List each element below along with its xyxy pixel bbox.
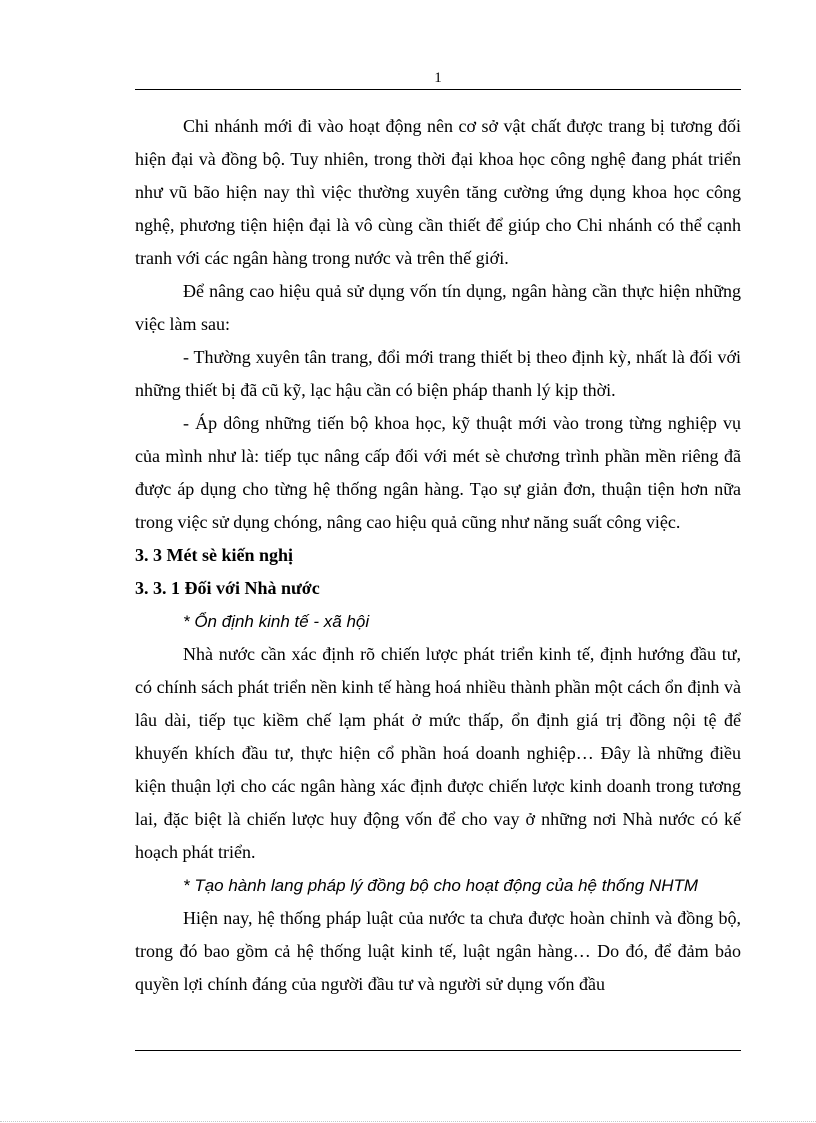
item-text-legal: Hiện nay, hệ thống pháp luật của nước ta chưa được hoàn chỉnh và đồng bộ, trong đó bao gồm cả hệ thống luật kinh tế, luật ngân hàng… Do đó, để đảm bảo quyền lợi chính đáng của người đầu tư và người sử dụng vốn đầu [135,908,741,994]
footer-rule [135,1050,741,1051]
paragraph-intro-measures: Để nâng cao hiệu quả sử dụng vốn tín dụng, ngân hàng cần thực hiện những việc làm sau: [135,281,741,334]
item-title-stability: * Ổn định kinh tế - xã hội [183,612,370,631]
document-body [135,110,741,1001]
paragraph-facilities: Chi nhánh mới đi vào hoạt động nên cơ sở vật chất được trang bị tương đối hiện đại và đồng bộ. Tuy nhiên, trong thời đại khoa học công nghệ đang phát triển như vũ bão hiện nay thì việc thường xuyên tăng cường ứng dụng khoa học công nghệ, phương tiện hiện đại là vô cùng cần thiết để giúp cho Chi nhánh có thể cạnh tranh với các ngân hàng trong nước và trên thế giới. [135,116,741,268]
section-heading: 3. 3 Mét sè kiến nghị [135,545,294,565]
paragraph-measure-technology: - Áp dông những tiến bộ khoa học, kỹ thuật mới vào trong từng nghiệp vụ của mình như là: tiếp tục nâng cấp đối với mét sè chương trình phần mền riêng đã được áp dụng cho từng hệ thống ngân hàng. Tạo sự giản đơn, thuận tiện hơn nữa trong việc sử dụng chóng, nâng cao hiệu quả cũng như năng suất công việc. [135,413,741,532]
subsection-heading: 3. 3. 1 Đối với Nhà nước [135,578,320,598]
page-number: 1 [434,70,442,86]
header-rule [135,89,741,90]
page-boundary [0,1121,816,1122]
item-text-stability: Nhà nước cần xác định rõ chiến lược phát triển kinh tế, định hướng đầu tư, có chính sách phát triển nền kinh tế hàng hoá nhiều thành phần một cách ổn định và lâu dài, tiếp tục kiềm chế lạm phát ở mức thấp, ổn định giá trị đồng nội tệ để khuyến khích đầu tư, thực hiện cổ phần hoá doanh nghiệp… Đây là những điều kiện thuận lợi cho các ngân hàng xác định được chiến lược kinh doanh trong tương lai, đặc biệt là chiến lược huy động vốn để cho vay ở những nơi Nhà nước có kế hoạch phát triển. [135,644,741,862]
item-title-legal: * Tạo hành lang pháp lý đồng bộ cho hoạt động của hệ thống NHTM [183,876,699,895]
paragraph-measure-equipment: - Thường xuyên tân trang, đổi mới trang thiết bị theo định kỳ, nhất là đối với những thiết bị đã cũ kỹ, lạc hậu cần có biện pháp thanh lý kịp thời. [135,347,741,400]
